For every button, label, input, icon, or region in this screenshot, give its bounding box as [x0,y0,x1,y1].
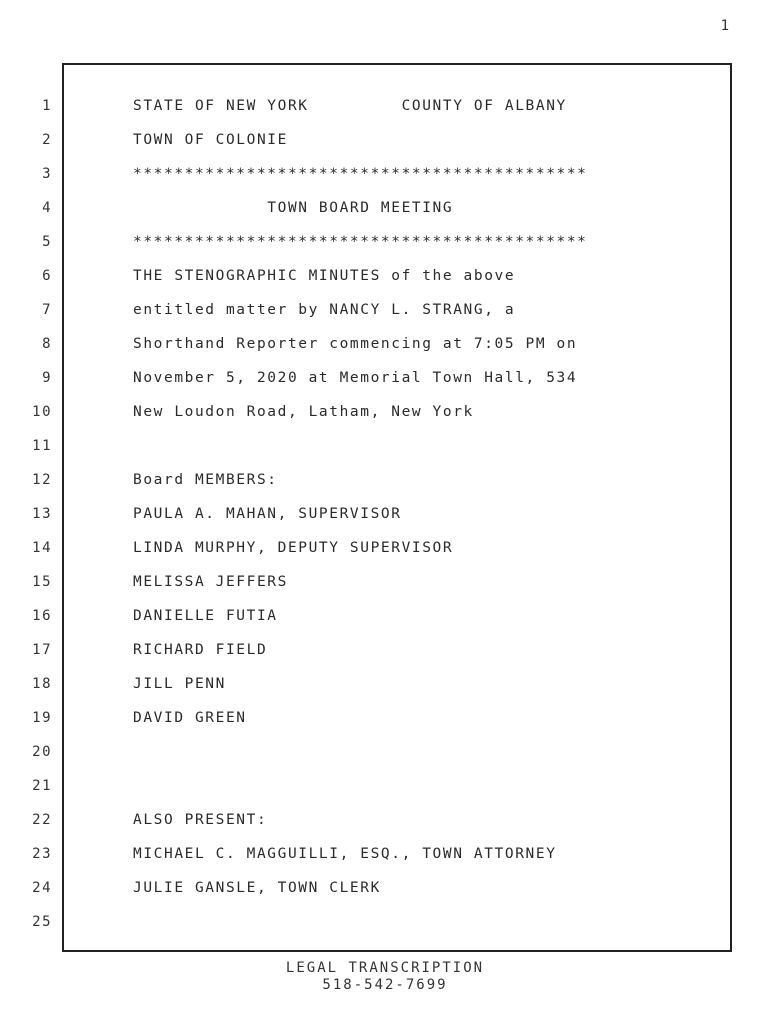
transcript-line: TOWN BOARD MEETING [133,200,454,216]
line-number: 19 [32,710,52,726]
line-number: 10 [32,404,52,420]
transcript-line: DAVID GREEN [133,710,247,726]
transcript-line: ALSO PRESENT: [133,812,268,828]
line-number: 12 [32,472,52,488]
transcript-line: JILL PENN [133,676,226,692]
line-number: 6 [42,268,52,284]
line-number: 23 [32,846,52,862]
line-number: 1 [42,98,52,114]
line-number: 15 [32,574,52,590]
transcript-line: RICHARD FIELD [133,642,268,658]
transcript-line: MELISSA JEFFERS [133,574,288,590]
transcript-line: PAULA A. MAHAN, SUPERVISOR [133,506,402,522]
footer-company: LEGAL TRANSCRIPTION [285,960,485,976]
transcript-line: STATE OF NEW YORK COUNTY OF ALBANY [133,98,567,114]
transcript-line: ******************************************** [133,166,588,182]
line-number: 13 [32,506,52,522]
line-number: 11 [32,438,52,454]
transcript-line: ******************************************** [133,234,588,250]
line-number: 2 [42,132,52,148]
line-number: 7 [42,302,52,318]
page-number: 1 [720,18,730,34]
transcript-line: THE STENOGRAPHIC MINUTES of the above [133,268,516,284]
transcript-line: TOWN OF COLONIE [133,132,288,148]
line-number: 4 [42,200,52,216]
transcript-line: MICHAEL C. MAGGUILLI, ESQ., TOWN ATTORNEY [133,846,557,862]
line-number: 8 [42,336,52,352]
line-number: 17 [32,642,52,658]
line-number: 22 [32,812,52,828]
line-number: 9 [42,370,52,386]
transcript-line: JULIE GANSLE, TOWN CLERK [133,880,381,896]
line-number: 21 [32,778,52,794]
line-number: 24 [32,880,52,896]
transcript-line: Board MEMBERS: [133,472,278,488]
line-number: 5 [42,234,52,250]
footer [0,960,770,994]
footer-phone: 518-542-7699 [322,977,448,993]
transcript-line: November 5, 2020 at Memorial Town Hall, 534 [133,370,578,386]
line-number: 20 [32,744,52,760]
transcript-line: DANIELLE FUTIA [133,608,278,624]
line-number: 3 [42,166,52,182]
transcript-line: entitled matter by NANCY L. STRANG, a [133,302,516,318]
transcript-line: New Loudon Road, Latham, New York [133,404,474,420]
transcript-line: Shorthand Reporter commencing at 7:05 PM on [133,336,578,352]
line-number: 18 [32,676,52,692]
line-number: 25 [32,914,52,930]
transcript-line: LINDA MURPHY, DEPUTY SUPERVISOR [133,540,454,556]
line-number: 14 [32,540,52,556]
line-number: 16 [32,608,52,624]
